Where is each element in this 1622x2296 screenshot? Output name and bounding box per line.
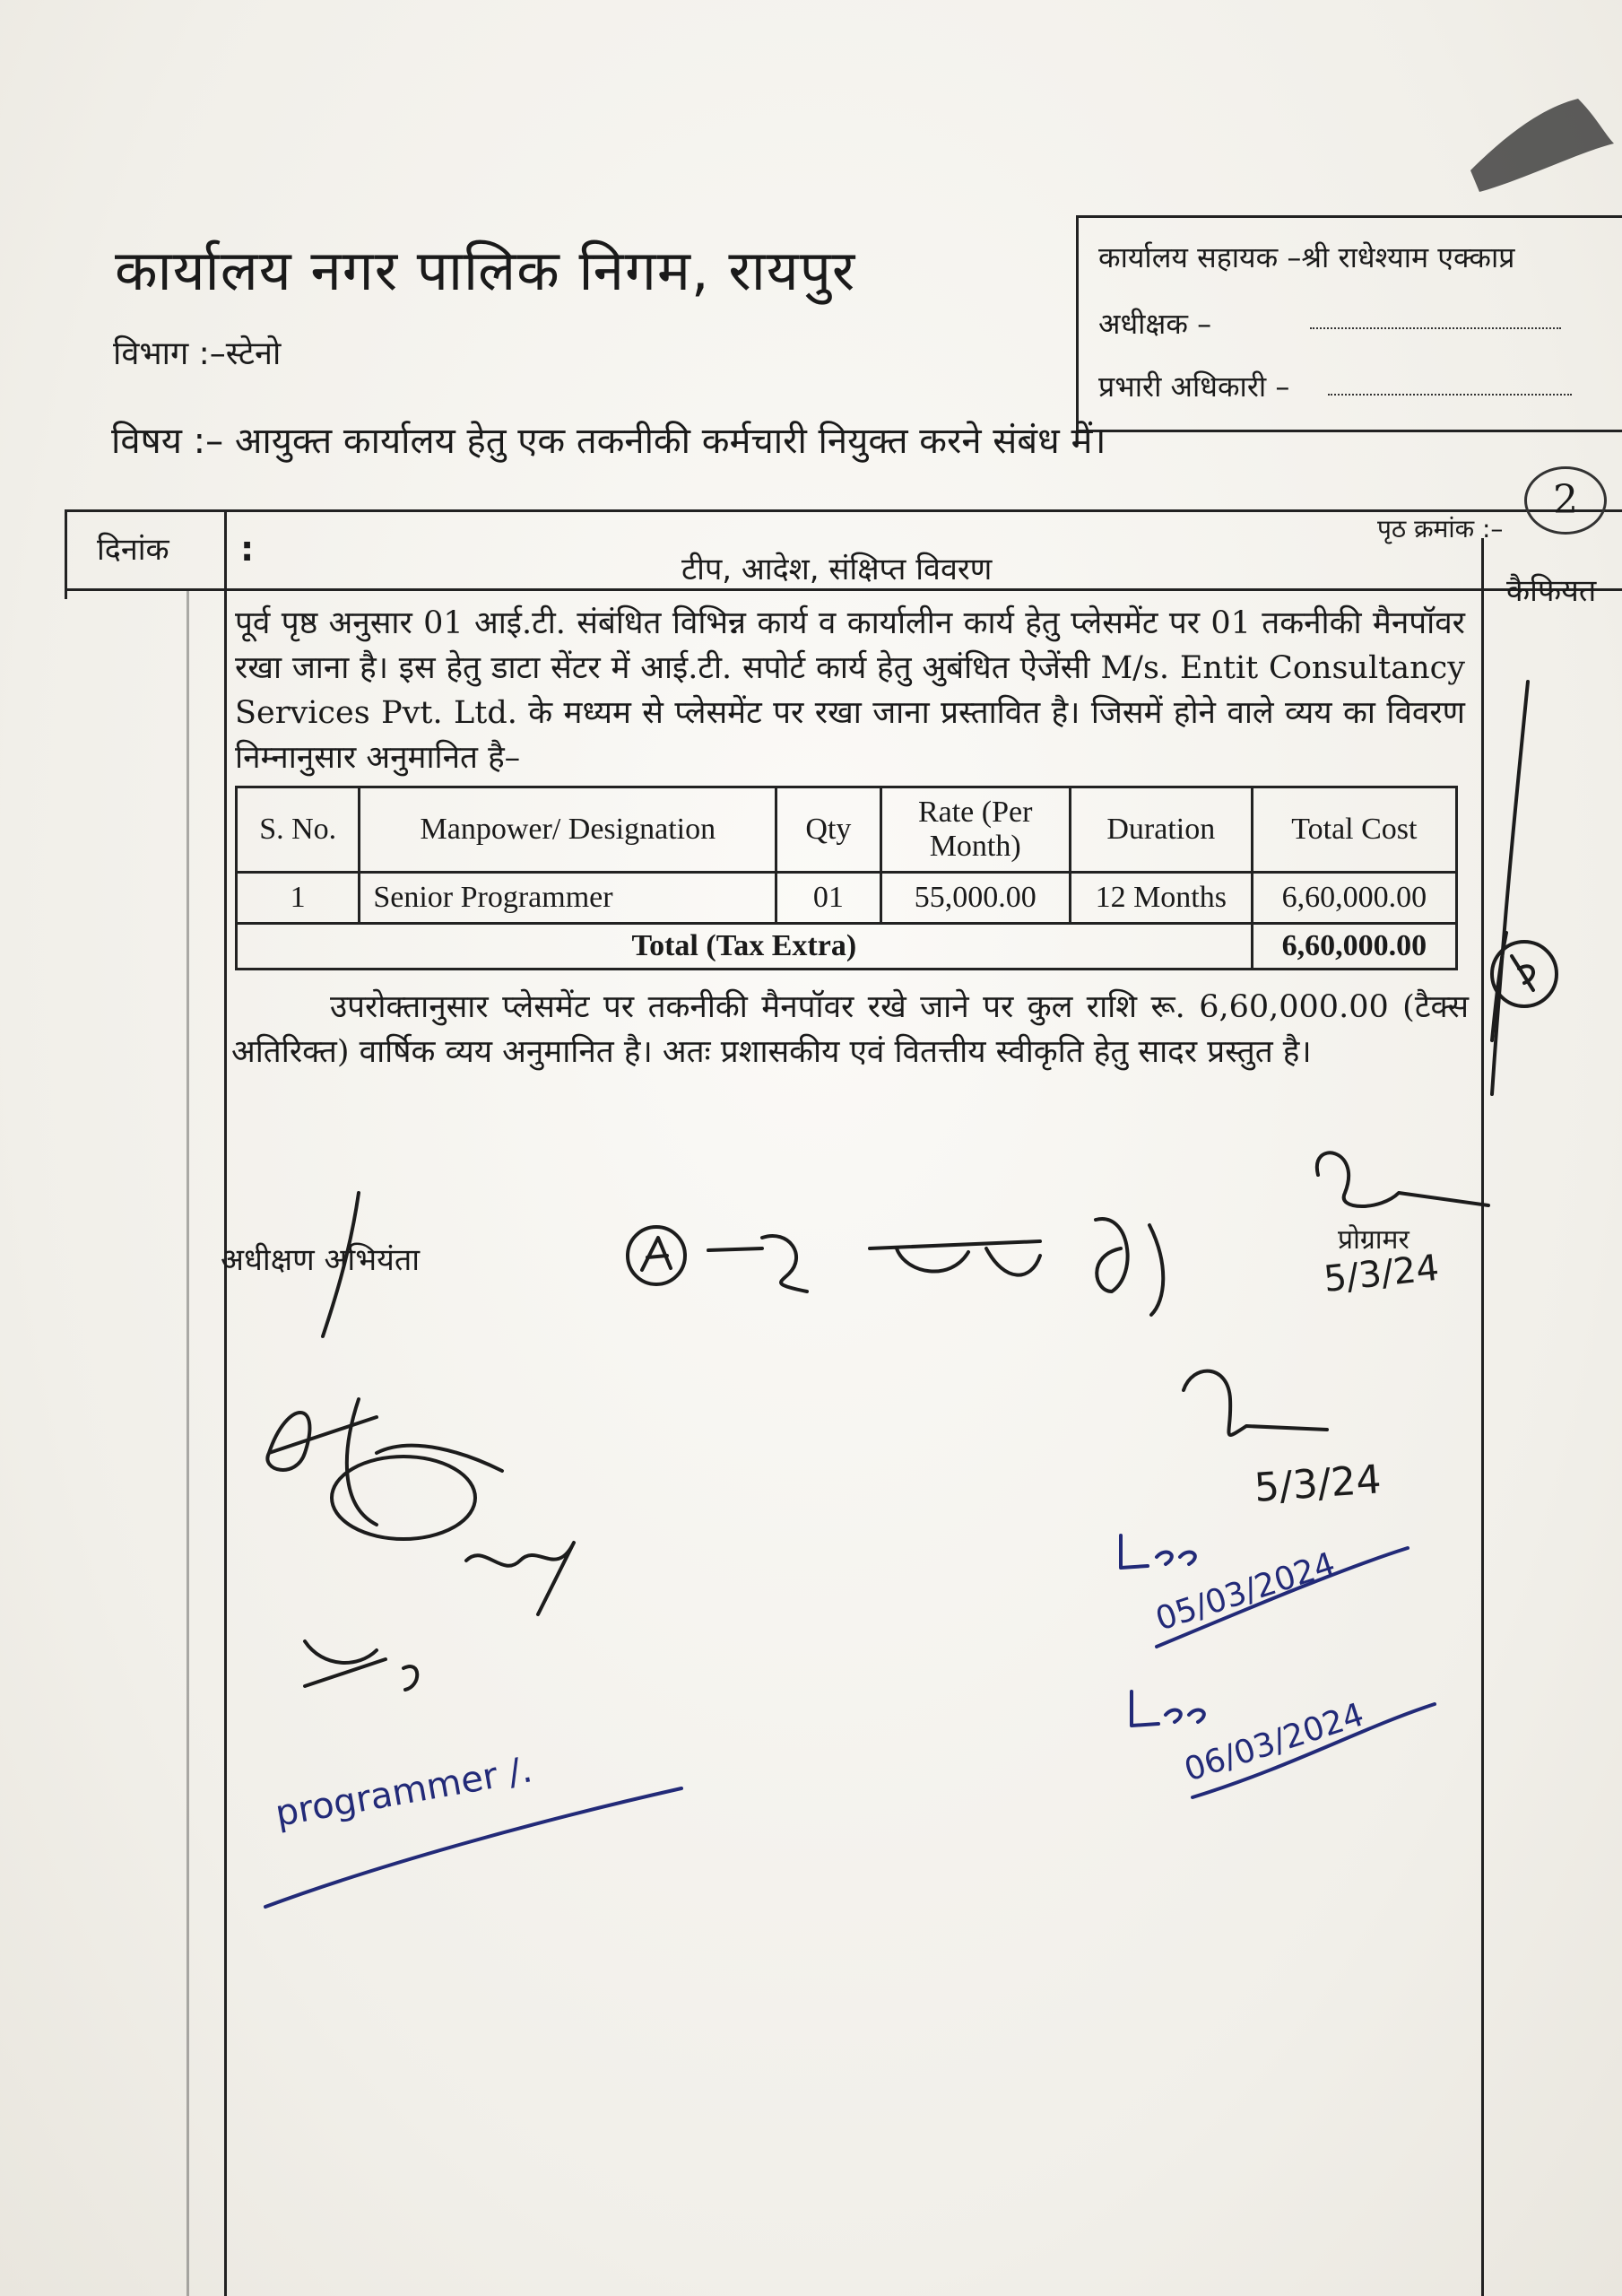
officer-line: प्रभारी अधिकारी – — [1098, 370, 1290, 404]
right-signature — [1184, 1371, 1327, 1435]
header-designation: Manpower/ Designation — [360, 787, 776, 873]
blue-date-1: 05/03/2024 — [1151, 1545, 1340, 1639]
cell-qty: 01 — [776, 873, 880, 924]
page-number-circled: 2 — [1524, 466, 1607, 535]
header-duration: Duration — [1070, 787, 1252, 873]
colon-mark: : — [240, 529, 255, 569]
header-qty: Qty — [776, 787, 880, 873]
subject-line: विषय :– आयुक्त कार्यालय हेतु एक तकनीकी कर्मचारी नियुक्त करने संबंध में। — [111, 421, 1106, 462]
signature-stroke-a — [708, 1236, 807, 1292]
blue-initials-2 — [1132, 1692, 1204, 1726]
department-label: विभाग :–स्टेनो — [113, 335, 282, 372]
cell-rate: 55,000.00 — [880, 873, 1070, 924]
remarks-initial-stroke — [1512, 956, 1533, 990]
programmer-english-note: programmer /. — [272, 1749, 536, 1835]
cell-total: 6,60,000.00 — [1252, 873, 1456, 924]
column-remarks-header: कैफियत — [1506, 573, 1597, 609]
column-notes-header: टीप, आदेश, संक्षिप्त विवरण — [681, 552, 993, 587]
signature-stroke-c — [1096, 1219, 1163, 1315]
cell-designation: Senior Programmer — [360, 873, 776, 924]
remarks-bracket-line — [1492, 682, 1528, 1094]
left-signature-3 — [466, 1543, 574, 1614]
programmer-hand-date: 5/3/24 — [1322, 1247, 1442, 1300]
assistant-line: कार्यालय सहायक –श्री राधेश्याम एक्काप्र — [1098, 240, 1515, 274]
page-number-label: पृठ क्रमांक :– — [1377, 514, 1504, 544]
left-signature-4 — [305, 1641, 417, 1690]
programmer-signature — [1317, 1152, 1488, 1206]
approval-request-paragraph: उपरोक्तानुसार प्लेसमेंट पर तकनीकी मैनपॉवर रखे जाने पर कुल राशि रू. 6,60,000.00 (टैक्स अतिरिक्त) वार्षिक व्यय अनुमानित है। अतः प्रशासकीय एवं वितत्तीय स्वीकृति हेतु सादर प्रस्तुत है। — [231, 989, 1469, 1070]
office-title: कार्यालय नगर पालिक निगम, रायपुर — [115, 238, 856, 303]
superintending-engineer-label: अधीक्षण अभियंता — [221, 1242, 421, 1278]
file-tag-string — [1470, 99, 1614, 192]
blue-initials-1 — [1121, 1535, 1195, 1568]
blue-date-2: 06/03/2024 — [1180, 1696, 1369, 1789]
proposal-paragraph: पूर्व पृष्ठ अनुसार 01 आई.टी. संबंधित विभिन्न कार्य व कार्यालीन कार्य हेतु प्लेसमेंट पर 01 तकनीकी मैनपॉवर रखा जाना है। इस हेतु डाटा सेंटर में आई.टी. सपोर्ट कार्य हेतु अुबंधित ऐजेंसी M/s. Entit Consultancy Services Pvt. Ltd. के मध्यम से प्लेसमेंट पर रखा जाना प्रस्तावित है। जिसमें होने वाले व्यय का विवरण निम्नानुसार अनुमानित है– — [235, 605, 1465, 776]
header-total-cost: Total Cost — [1252, 787, 1456, 873]
cell-sno: 1 — [237, 873, 360, 924]
header-rate: Rate (Per Month) — [880, 787, 1070, 873]
signature-stroke-b — [870, 1241, 1040, 1275]
slash-mark — [323, 1193, 359, 1336]
left-signature-1 — [267, 1413, 377, 1470]
total-value: 6,60,000.00 — [1252, 924, 1456, 970]
cell-duration: 12 Months — [1070, 873, 1252, 924]
header-sno: S. No. — [237, 787, 360, 873]
circled-letter-stroke — [642, 1238, 671, 1270]
superintendent-line: अधीक्षक – — [1098, 307, 1212, 341]
total-label: Total (Tax Extra) — [237, 924, 1253, 970]
right-signature-date: 5/3/24 — [1253, 1457, 1383, 1511]
programmer-hand-label: प्रोग्रामर — [1338, 1224, 1409, 1256]
column-date-header: दिनांक — [97, 532, 169, 568]
